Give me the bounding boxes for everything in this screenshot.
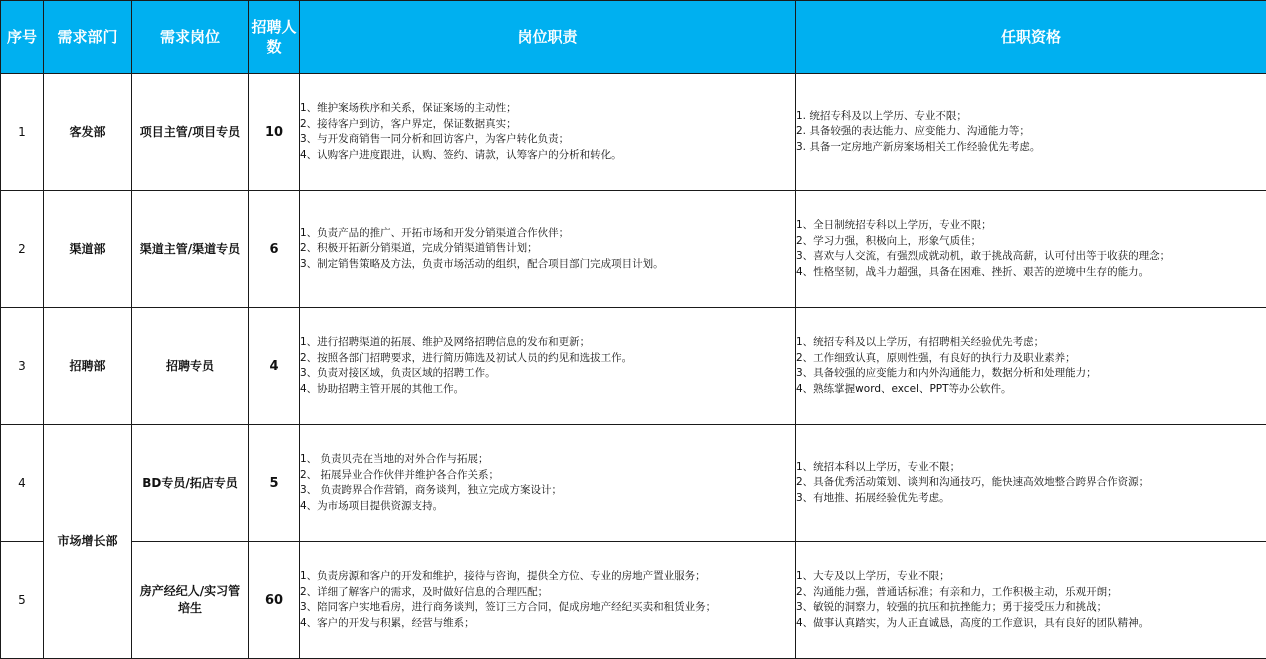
requirement-item: 4、做事认真踏实，为人正直诚恳，高度的工作意识，具有良好的团队精神。: [796, 616, 1266, 632]
duties-list: [300, 452, 795, 514]
department-cell: [44, 425, 132, 659]
requirement-item: 3、喜欢与人交流，有强烈成就动机，敢于挑战高薪，认可付出等于收获的理念；: [796, 249, 1266, 265]
requirement-item: 3、敏锐的洞察力，较强的抗压和抗挫能力；勇于接受压力和挑战；: [796, 600, 1266, 616]
department-label: 客发部: [67, 124, 107, 141]
headcount-cell: 4: [249, 308, 300, 425]
duty-item: 3、与开发商销售一同分析和回访客户，为客户转化负责；: [300, 132, 795, 148]
requirements-list: [796, 569, 1266, 631]
duty-item: 3、制定销售策略及方法，负责市场活动的组织，配合项目部门完成项目计划。: [300, 257, 795, 273]
department-label: 市场增长部: [55, 533, 119, 550]
duty-item: 1、负责房源和客户的开发和维护，接待与咨询，提供全方位、专业的房地产置业服务；: [300, 569, 795, 585]
department-cell: [44, 191, 132, 308]
duty-item: 1、负责产品的推广、开拓市场和开发分销渠道合作伙伴；: [300, 226, 795, 242]
duties-list: [300, 226, 795, 273]
requirement-item: 2、具备优秀活动策划、谈判和沟通技巧，能快速高效地整合跨界合作资源；: [796, 475, 1266, 491]
duty-item: 4、客户的开发与积累，经营与维系；: [300, 616, 795, 632]
headcount-cell: 60: [249, 542, 300, 659]
table-row: [1, 542, 1266, 659]
header-row: [1, 1, 1266, 74]
table-row: [1, 191, 1266, 308]
requirement-item: 3、具备较强的应变能力和内外沟通能力，数据分析和处理能力；: [796, 366, 1266, 382]
requirements-cell: [796, 308, 1266, 425]
row-number: 4: [1, 425, 44, 542]
duties-list: [300, 569, 795, 631]
department-cell: [44, 308, 132, 425]
duty-item: 3、陪同客户实地看房，进行商务谈判，签订三方合同，促成房地产经纪买卖和租赁业务；: [300, 600, 795, 616]
header-requirements: 任职资格: [796, 1, 1266, 74]
header-duties: 岗位职责: [300, 1, 796, 74]
duties-cell: [300, 191, 796, 308]
duties-cell: [300, 74, 796, 191]
position-label: 房产经纪人/实习管培生: [132, 583, 248, 617]
headcount-cell: 6: [249, 191, 300, 308]
table-row: [1, 425, 1266, 542]
position-cell: [132, 542, 249, 659]
requirements-cell: [796, 191, 1266, 308]
position-cell: [132, 191, 249, 308]
table-row: [1, 74, 1266, 191]
duty-item: 4、协助招聘主管开展的其他工作。: [300, 382, 795, 398]
requirement-item: 2. 具备较强的表达能力、应变能力、沟通能力等；: [796, 124, 1266, 140]
duty-item: 4、认购客户进度跟进，认购、签约、请款，认筹客户的分析和转化。: [300, 148, 795, 164]
requirement-item: 4、熟练掌握word、excel、PPT等办公软件。: [796, 382, 1266, 398]
requirements-cell: [796, 74, 1266, 191]
requirements-cell: [796, 542, 1266, 659]
duty-item: 1、 负责贝壳在当地的对外合作与拓展；: [300, 452, 795, 468]
requirement-item: 4、性格坚韧，战斗力超强，具备在困难、挫折、艰苦的逆境中生存的能力。: [796, 265, 1266, 281]
requirements-list: [796, 218, 1266, 280]
duty-item: 2、积极开拓新分销渠道，完成分销渠道销售计划；: [300, 241, 795, 257]
duty-item: 4、为市场项目提供资源支持。: [300, 499, 795, 515]
duty-item: 2、详细了解客户的需求，及时做好信息的合理匹配；: [300, 585, 795, 601]
duty-item: 2、按照各部门招聘要求，进行简历筛选及初试人员的约见和选拔工作。: [300, 351, 795, 367]
department-label: 渠道部: [67, 241, 107, 258]
duties-list: [300, 335, 795, 397]
position-label: 招聘专员: [164, 358, 216, 375]
duty-item: 2、接待客户到访，客户界定，保证数据真实；: [300, 117, 795, 133]
duty-item: 1、维护案场秩序和关系，保证案场的主动性；: [300, 101, 795, 117]
headcount-cell: 10: [249, 74, 300, 191]
requirement-item: 1、统招专科及以上学历，有招聘相关经验优先考虑；: [796, 335, 1266, 351]
row-number: 1: [1, 74, 44, 191]
header-position: 需求岗位: [132, 1, 249, 74]
requirements-list: [796, 109, 1266, 156]
position-cell: [132, 425, 249, 542]
duty-item: 2、 拓展异业合作伙伴并维护各合作关系；: [300, 468, 795, 484]
requirements-list: [796, 460, 1266, 507]
duties-cell: [300, 425, 796, 542]
requirement-item: 1、大专及以上学历，专业不限；: [796, 569, 1266, 585]
header-no: 序号: [1, 1, 44, 74]
requirement-item: 1、统招本科以上学历，专业不限；: [796, 460, 1266, 476]
position-label: BD专员/拓店专员: [140, 475, 240, 492]
department-cell: [44, 74, 132, 191]
requirements-list: [796, 335, 1266, 397]
duty-item: 3、 负责跨界合作营销，商务谈判，独立完成方案设计；: [300, 483, 795, 499]
requirements-cell: [796, 425, 1266, 542]
header-dept: 需求部门: [44, 1, 132, 74]
row-number: 3: [1, 308, 44, 425]
department-label: 招聘部: [67, 358, 107, 375]
position-cell: [132, 308, 249, 425]
headcount-cell: 5: [249, 425, 300, 542]
row-number: 2: [1, 191, 44, 308]
requirement-item: 1. 统招专科及以上学历、专业不限；: [796, 109, 1266, 125]
requirement-item: 3、有地推、拓展经验优先考虑。: [796, 491, 1266, 507]
position-cell: [132, 74, 249, 191]
duty-item: 3、负责对接区域，负责区域的招聘工作。: [300, 366, 795, 382]
requirement-item: 2、学习力强，积极向上，形象气质佳；: [796, 234, 1266, 250]
requirement-item: 3. 具备一定房地产新房案场相关工作经验优先考虑。: [796, 140, 1266, 156]
table-row: [1, 308, 1266, 425]
header-count: 招聘人数: [249, 1, 300, 74]
duty-item: 1、进行招聘渠道的拓展、维护及网络招聘信息的发布和更新；: [300, 335, 795, 351]
duties-cell: [300, 308, 796, 425]
position-label: 项目主管/项目专员: [138, 124, 242, 141]
requirement-item: 1、全日制统招专科以上学历，专业不限；: [796, 218, 1266, 234]
duties-cell: [300, 542, 796, 659]
row-number: 5: [1, 542, 44, 659]
duties-list: [300, 101, 795, 163]
position-label: 渠道主管/渠道专员: [138, 241, 242, 258]
requirement-item: 2、工作细致认真，原则性强，有良好的执行力及职业素养；: [796, 351, 1266, 367]
requirement-item: 2、沟通能力强，普通话标准；有亲和力，工作积极主动，乐观开朗；: [796, 585, 1266, 601]
